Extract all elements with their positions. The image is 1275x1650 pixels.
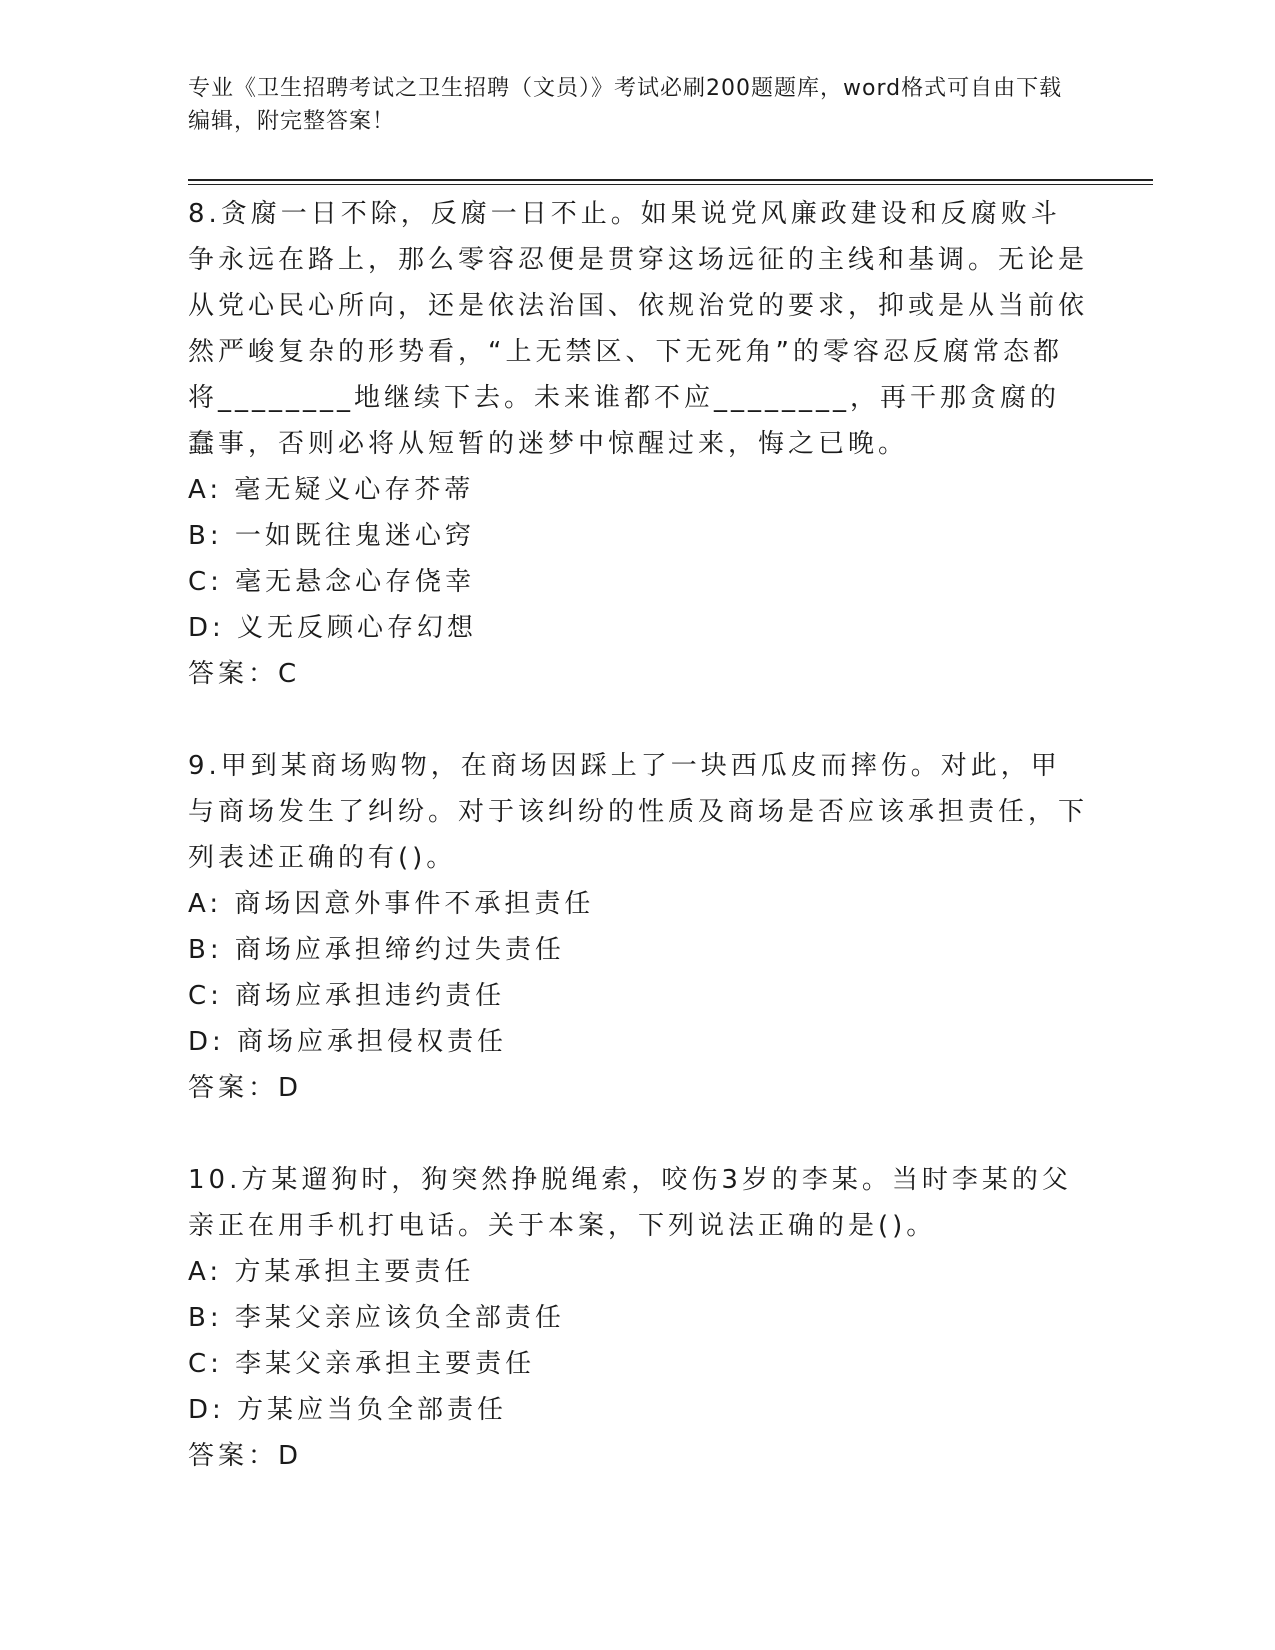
option-b: B: 李某父亲应该负全部责任: [188, 1303, 565, 1333]
question-block: [188, 191, 1088, 697]
option-a: A: 方某承担主要责任: [188, 1257, 475, 1287]
question-list: [188, 191, 1088, 1479]
answer-line: 答案：C: [188, 659, 301, 689]
option-b: B: 商场应承担缔约过失责任: [188, 935, 565, 965]
question-stem: 8.贪腐一日不除，反腐一日不止。如果说党风廉政建设和反腐败斗争永远在路上，那么零容忍便是贯穿这场远征的主线和基调。无论是从党心民心所向，还是依法治国、依规治党的要求，抑或是从当前依然严峻复杂的形势看，“上无禁区、下无死角”的零容忍反腐常态都将________地继续下去。未来谁都不应________，再干那贪腐的蠢事，否则必将从短暂的迷梦中惊醒过来，悔之已晚。: [188, 199, 1089, 459]
header-rule-thick: [188, 179, 1153, 181]
option-d: D: 方某应当负全部责任: [188, 1395, 508, 1425]
answer-line: 答案：D: [188, 1073, 303, 1103]
document-header: 专业《卫生招聘考试之卫生招聘（文员）》考试必刷200题题库，word格式可自由下载编辑，附完整答案！: [188, 76, 1063, 134]
answer-line: 答案：D: [188, 1441, 303, 1471]
spacer: [188, 697, 1088, 743]
option-a: A: 毫无疑义心存芥蒂: [188, 475, 475, 505]
option-d: D: 商场应承担侵权责任: [188, 1027, 508, 1057]
spacer: [188, 1111, 1088, 1157]
option-d: D: 义无反顾心存幻想: [188, 613, 478, 643]
option-b: B: 一如既往鬼迷心窍: [188, 521, 475, 551]
option-c: C: 李某父亲承担主要责任: [188, 1349, 536, 1379]
question-stem: 10.方某遛狗时，狗突然挣脱绳索，咬伤3岁的李某。当时李某的父亲正在用手机打电话。关于本案，下列说法正确的是()。: [188, 1165, 1072, 1241]
option-c: C: 商场应承担违约责任: [188, 981, 506, 1011]
option-c: C: 毫无悬念心存侥幸: [188, 567, 476, 597]
question-block: [188, 743, 1088, 1111]
question-stem: 9.甲到某商场购物，在商场因踩上了一块西瓜皮而摔伤。对此，甲与商场发生了纠纷。对于该纠纷的性质及商场是否应该承担责任，下列表述正确的有()。: [188, 751, 1089, 873]
option-a: A: 商场因意外事件不承担责任: [188, 889, 595, 919]
header-rule-thin: [188, 184, 1153, 185]
question-block: [188, 1157, 1088, 1479]
